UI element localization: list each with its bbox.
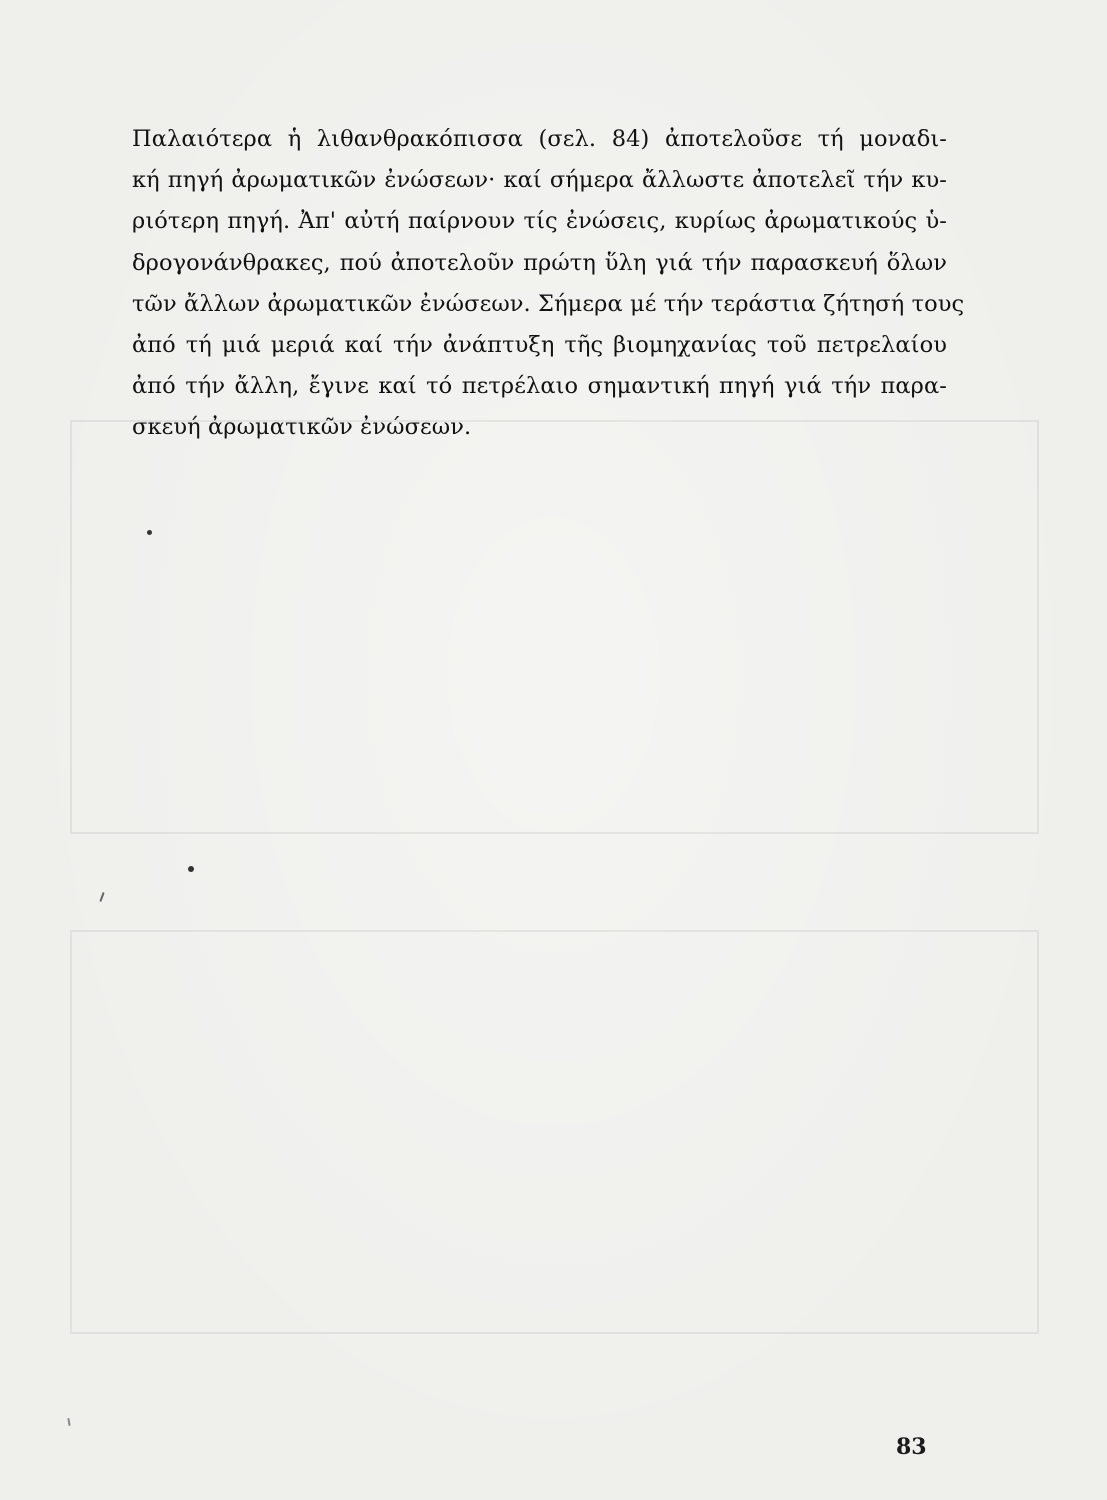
scan-speck <box>147 530 152 535</box>
paragraph-line: ἀπό τήν ἄλλη, ἔγινε καί τό πετρέλαιο σημαντική πηγή γιά τήν παρα- <box>132 373 947 400</box>
paragraph-line: ἀπό τή μιά μεριά καί τήν ἀνάπτυξη τῆς βιομηχανίας τοῦ πετρελαίου <box>132 332 947 359</box>
scan-speck <box>67 1418 70 1426</box>
page-number: 83 <box>896 1434 927 1460</box>
paragraph-line: σκευή ἀρωματικῶν ἐνώσεων. <box>132 414 472 441</box>
paragraph-line: τῶν ἄλλων ἀρωματικῶν ἐνώσεων. Σήμερα μέ τήν τεράστια ζήτησή τους <box>132 290 965 317</box>
scan-speck <box>99 892 104 902</box>
paragraph-line: κή πηγή ἀρωματικῶν ἐνώσεων· καί σήμερα ἄλλωστε ἀποτελεῖ τήν κυ- <box>132 167 947 194</box>
body-paragraph <box>132 119 965 449</box>
scan-speck <box>188 866 194 872</box>
paragraph-line: Παλαιότερα ἡ λιθανθρακόπισσα (σελ. 84) ἀποτελοῦσε τή μοναδι- <box>132 126 947 152</box>
bleed-through-table-frame <box>70 420 1039 834</box>
paragraph-line: ριότερη πηγή. Ἀπ' αὐτή παίρνουν τίς ἐνώσεις, κυρίως ἀρωματικούς ὑ- <box>132 208 947 235</box>
bleed-through-table-frame <box>70 930 1039 1334</box>
paragraph-line: δρογονάνθρακες, πού ἀποτελοῦν πρώτη ὕλη γιά τήν παρασκευή ὅλων <box>132 249 947 276</box>
